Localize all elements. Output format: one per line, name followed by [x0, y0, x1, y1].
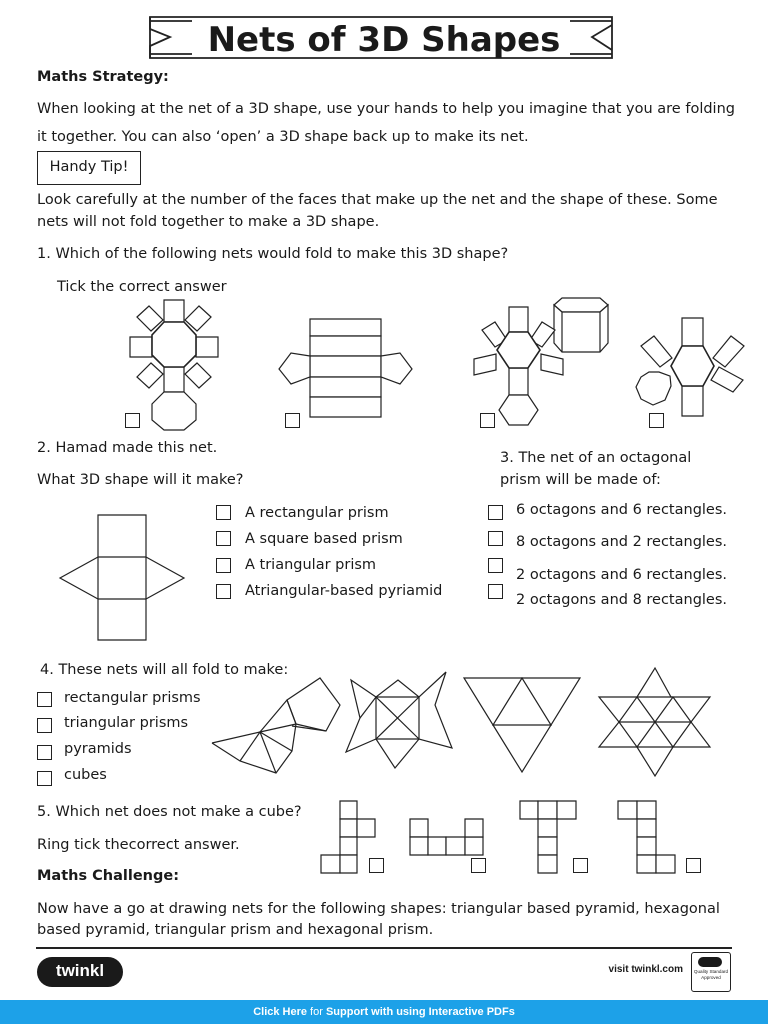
- q3-checkbox-3[interactable]: [488, 558, 503, 573]
- q5-nets: [300, 795, 700, 880]
- q3-option-2: 8 octagons and 2 rectangles.: [516, 534, 728, 550]
- footer-divider: [36, 947, 732, 949]
- q2-checkbox-3[interactable]: [216, 558, 231, 573]
- q2-net: [50, 505, 200, 650]
- q3-option-4: 2 octagons and 8 rectangles.: [516, 592, 728, 608]
- q4-checkbox-4[interactable]: [37, 771, 52, 786]
- q5-checkbox-1[interactable]: [369, 858, 384, 873]
- q2-option-4: Atriangular-based pyriamid: [245, 583, 443, 599]
- page-title: Nets of 3D Shapes: [207, 20, 561, 60]
- twinkl-logo-text: twinkl: [55, 961, 105, 980]
- q4-option-1: rectangular prisms: [64, 690, 201, 706]
- interactive-pdf-support-bar[interactable]: [0, 1000, 768, 1024]
- q2-checkbox-1[interactable]: [216, 505, 231, 520]
- strategy-text-2: it together. You can also ‘open’ a 3D shape back up to make its net.: [37, 129, 529, 145]
- q4-nets: [200, 660, 720, 790]
- strategy-heading: Maths Strategy:: [37, 69, 169, 85]
- net-square-pyramid: [346, 672, 452, 768]
- challenge-text-2: based pyramid, triangular prism and hexagonal prism.: [37, 922, 434, 938]
- q4-option-4: cubes: [64, 767, 107, 783]
- q1-checkbox-2[interactable]: [285, 413, 300, 428]
- q3-checkbox-1[interactable]: [488, 505, 503, 520]
- net-pentagonal-pyramid: [212, 678, 340, 773]
- q3-question-1: 3. The net of an octagonal: [500, 450, 692, 466]
- cube-net-d: [618, 801, 675, 873]
- net-4-hexagonal-prism: [636, 318, 744, 416]
- support-link[interactable]: Click Here: [253, 1006, 307, 1018]
- strategy-text-1: When looking at the net of a 3D shape, use your hands to help you imagine that you are folding: [37, 101, 735, 117]
- net-2-pentagonal-prism: [279, 319, 412, 417]
- q2-checkbox-4[interactable]: [216, 584, 231, 599]
- challenge-text-1: Now have a go at drawing nets for the following shapes: triangular based pyramid, hexagonal: [37, 901, 720, 917]
- q2-subquestion: What 3D shape will it make?: [37, 472, 244, 488]
- net-hexagonal-pyramid: [599, 668, 710, 776]
- visit-link[interactable]: visit twinkl.com: [608, 964, 683, 975]
- q4-checkbox-1[interactable]: [37, 692, 52, 707]
- cube-net-a: [321, 801, 375, 873]
- challenge-heading: Maths Challenge:: [37, 868, 180, 884]
- cube-net-c: [520, 801, 576, 873]
- tip-text-2: nets will not fold together to make a 3D shape.: [37, 214, 380, 230]
- q4-question: 4. These nets will all fold to make:: [40, 662, 289, 678]
- support-text[interactable]: Support with using Interactive PDFs: [325, 1006, 515, 1018]
- q5-instruction: Ring tick thecorrect answer.: [37, 837, 240, 853]
- q4-checkbox-3[interactable]: [37, 745, 52, 760]
- q4-option-3: pyramids: [64, 741, 132, 757]
- q3-option-1: 6 octagons and 6 rectangles.: [516, 502, 728, 518]
- tip-text-1: Look carefully at the number of the faces that make up the net and the shape of these. Some: [37, 192, 718, 208]
- quality-badge: [691, 952, 731, 992]
- q5-checkbox-3[interactable]: [573, 858, 588, 873]
- q1-instruction: Tick the correct answer: [57, 279, 227, 295]
- q5-question: 5. Which net does not make a cube?: [37, 804, 302, 820]
- net-1-octagon-prism: [130, 300, 218, 430]
- q2-option-1: A rectangular prism: [245, 505, 389, 521]
- q3-checkbox-2[interactable]: [488, 531, 503, 546]
- q1-nets: [0, 245, 768, 435]
- q3-checkbox-4[interactable]: [488, 584, 503, 599]
- badge-text: Quality Standard Approved: [693, 969, 729, 980]
- hexagonal-prism-shape: [554, 298, 608, 352]
- q2-option-3: A triangular prism: [245, 557, 377, 573]
- q2-checkbox-2[interactable]: [216, 531, 231, 546]
- q2-question: 2. Hamad made this net.: [37, 440, 218, 456]
- support-for: for: [307, 1006, 326, 1018]
- net-3-hexagonal-prism: [474, 307, 563, 425]
- handy-tip-box: Handy Tip!: [37, 151, 141, 185]
- badge-icon: [698, 957, 722, 967]
- q4-option-2: triangular prisms: [64, 715, 189, 731]
- q5-checkbox-2[interactable]: [471, 858, 486, 873]
- q1-checkbox-4[interactable]: [649, 413, 664, 428]
- cube-net-b: [410, 819, 483, 855]
- q1-checkbox-3[interactable]: [480, 413, 495, 428]
- q3-question-2: prism will be made of:: [500, 472, 661, 488]
- q1-checkbox-1[interactable]: [125, 413, 140, 428]
- net-tetrahedron: [464, 678, 580, 772]
- q3-option-3: 2 octagons and 6 rectangles.: [516, 567, 728, 583]
- q5-checkbox-4[interactable]: [686, 858, 701, 873]
- q1-question: 1. Which of the following nets would fold to make this 3D shape?: [37, 246, 509, 262]
- q4-checkbox-2[interactable]: [37, 718, 52, 733]
- q2-option-2: A square based prism: [245, 531, 403, 547]
